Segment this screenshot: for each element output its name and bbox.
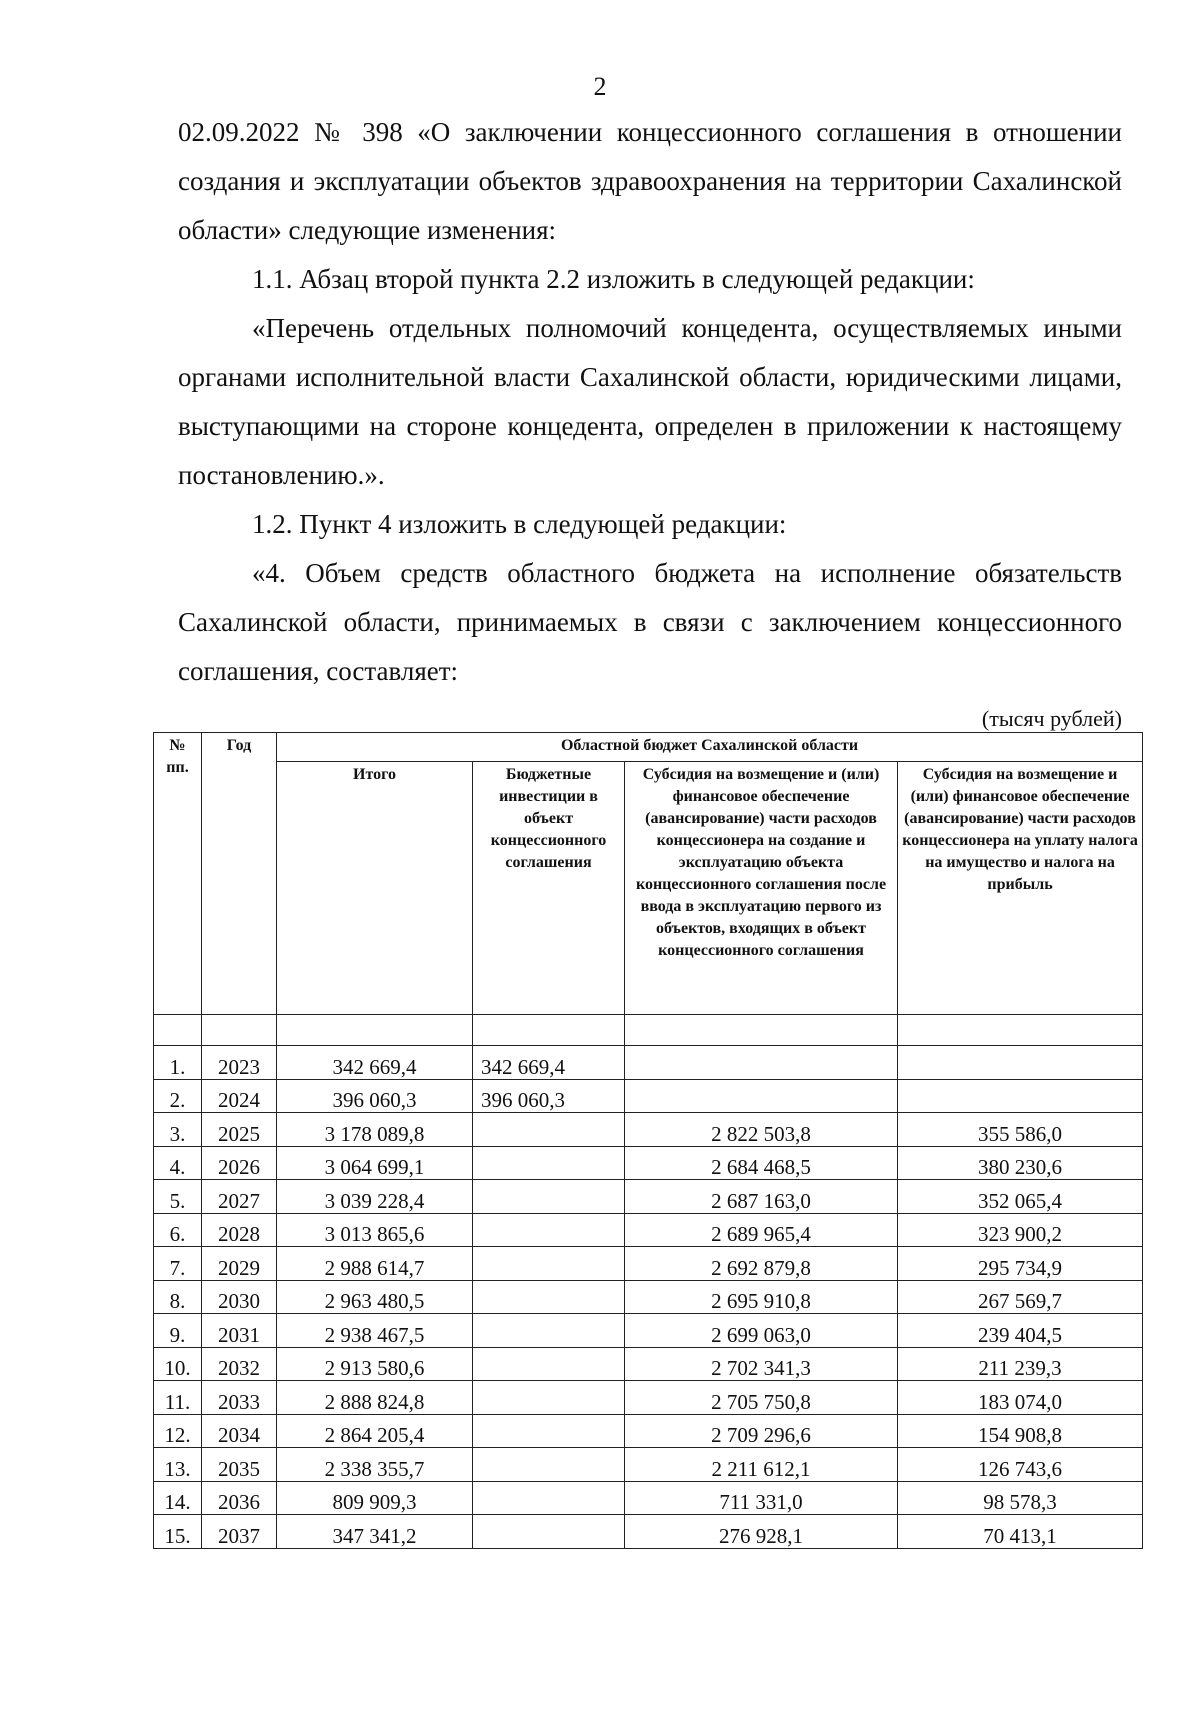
- cell-subsidy-operation: 2 705 750,8: [625, 1381, 898, 1415]
- cell-subsidy-operation: 2 684 468,5: [625, 1146, 898, 1180]
- cell-investments: [473, 1448, 625, 1482]
- cell-subsidy-operation: 276 928,1: [625, 1515, 898, 1549]
- table-units: (тысяч рублей): [981, 706, 1122, 731]
- paragraph-item-1-2: 1.2. Пункт 4 изложить в следующей редакции:: [252, 509, 787, 539]
- cell-num: 12.: [154, 1414, 202, 1448]
- cell-investments: [473, 1381, 625, 1415]
- cell-subsidy-tax: 355 586,0: [898, 1113, 1143, 1147]
- header-subsidy-operation: Субсидия на возмещение и (или) финансовое обеспечение (авансирование) части расходов концессионера на создание и эксплуатацию объекта концессионного соглашения после ввода в эксплуатацию первого из объектов, входящих в объект концессионного соглашения: [625, 762, 898, 1015]
- cell-investments: [473, 1515, 625, 1549]
- table-row: [154, 1046, 1143, 1080]
- cell-year: 2032: [202, 1347, 277, 1381]
- cell-subsidy-operation: 2 689 965,4: [625, 1213, 898, 1247]
- cell-total: 3 013 865,6: [277, 1213, 473, 1247]
- paragraph-item-1-1: 1.1. Абзац второй пункта 2.2 изложить в следующей редакции:: [252, 264, 975, 294]
- cell-num: 5.: [154, 1180, 202, 1214]
- table-row: [154, 1213, 1143, 1247]
- cell-investments: 342 669,4: [473, 1046, 625, 1080]
- header-group: Областной бюджет Сахалинской области: [277, 733, 1143, 762]
- cell-subsidy-tax: 380 230,6: [898, 1146, 1143, 1180]
- table-row: [154, 1515, 1143, 1549]
- spacer-cell: [154, 1015, 202, 1046]
- cell-investments: [473, 1113, 625, 1147]
- cell-subsidy-tax: 267 569,7: [898, 1280, 1143, 1314]
- cell-investments: [473, 1481, 625, 1515]
- cell-num: 6.: [154, 1213, 202, 1247]
- cell-year: 2033: [202, 1381, 277, 1415]
- cell-year: 2035: [202, 1448, 277, 1482]
- cell-subsidy-operation: 711 331,0: [625, 1481, 898, 1515]
- cell-subsidy-tax: 126 743,6: [898, 1448, 1143, 1482]
- cell-total: 396 060,3: [277, 1079, 473, 1113]
- cell-year: 2024: [202, 1079, 277, 1113]
- spacer-cell: [277, 1015, 473, 1046]
- cell-subsidy-tax: 70 413,1: [898, 1515, 1143, 1549]
- cell-year: 2028: [202, 1213, 277, 1247]
- cell-subsidy-tax: 98 578,3: [898, 1481, 1143, 1515]
- cell-year: 2023: [202, 1046, 277, 1080]
- table-row: [154, 1314, 1143, 1348]
- table-row: [154, 1448, 1143, 1482]
- cell-num: 10.: [154, 1347, 202, 1381]
- paragraph-intro: 02.09.2022 № 398 «О заключении концессионного соглашения в отношении создания и эксплуатации объектов здравоохранения на территории Сахалинской области» следующие изменения:: [178, 117, 1122, 245]
- cell-total: 2 864 205,4: [277, 1414, 473, 1448]
- cell-total: 2 338 355,7: [277, 1448, 473, 1482]
- table-row: [154, 1079, 1143, 1113]
- budget-table: [153, 732, 1143, 1549]
- cell-num: 9.: [154, 1314, 202, 1348]
- cell-num: 14.: [154, 1481, 202, 1515]
- table-row: [154, 1113, 1143, 1147]
- cell-subsidy-operation: 2 822 503,8: [625, 1113, 898, 1147]
- cell-year: 2037: [202, 1515, 277, 1549]
- cell-num: 8.: [154, 1280, 202, 1314]
- cell-subsidy-tax: 239 404,5: [898, 1314, 1143, 1348]
- cell-year: 2031: [202, 1314, 277, 1348]
- cell-subsidy-operation: 2 692 879,8: [625, 1247, 898, 1281]
- cell-total: 2 988 614,7: [277, 1247, 473, 1281]
- spacer-cell: [625, 1015, 898, 1046]
- table-row: [154, 1481, 1143, 1515]
- paragraph-item-4: «4. Объем средств областного бюджета на исполнение обязательств Сахалинской области, принимаемых в связи с заключением концессионного соглашения, составляет:: [178, 558, 1122, 686]
- cell-subsidy-tax: 211 239,3: [898, 1347, 1143, 1381]
- table-row: [154, 1280, 1143, 1314]
- cell-year: 2030: [202, 1280, 277, 1314]
- cell-num: 4.: [154, 1146, 202, 1180]
- table-spacer-row: [154, 1015, 1143, 1046]
- cell-subsidy-tax: [898, 1046, 1143, 1080]
- cell-subsidy-tax: 295 734,9: [898, 1247, 1143, 1281]
- cell-investments: [473, 1314, 625, 1348]
- cell-total: 347 341,2: [277, 1515, 473, 1549]
- table-row: [154, 1180, 1143, 1214]
- cell-num: 11.: [154, 1381, 202, 1415]
- cell-num: 13.: [154, 1448, 202, 1482]
- cell-investments: [473, 1247, 625, 1281]
- cell-total: 2 888 824,8: [277, 1381, 473, 1415]
- cell-investments: [473, 1414, 625, 1448]
- cell-subsidy-operation: 2 687 163,0: [625, 1180, 898, 1214]
- cell-total: 342 669,4: [277, 1046, 473, 1080]
- cell-year: 2026: [202, 1146, 277, 1180]
- cell-total: 2 913 580,6: [277, 1347, 473, 1381]
- cell-subsidy-tax: 154 908,8: [898, 1414, 1143, 1448]
- cell-subsidy-operation: [625, 1079, 898, 1113]
- cell-subsidy-operation: 2 702 341,3: [625, 1347, 898, 1381]
- cell-num: 7.: [154, 1247, 202, 1281]
- spacer-cell: [898, 1015, 1143, 1046]
- header-investments: Бюджетные инвестиции в объект концессионного соглашения: [473, 762, 625, 1015]
- spacer-cell: [202, 1015, 277, 1046]
- header-subsidy-tax: Субсидия на возмещение и (или) финансовое обеспечение (авансирование) части расходов концессионера на уплату налога на имущество и налога на прибыль: [898, 762, 1143, 1015]
- spacer-cell: [473, 1015, 625, 1046]
- cell-investments: [473, 1146, 625, 1180]
- cell-num: 3.: [154, 1113, 202, 1147]
- cell-total: 3 178 089,8: [277, 1113, 473, 1147]
- cell-total: 809 909,3: [277, 1481, 473, 1515]
- page-number: 2: [593, 72, 607, 101]
- cell-total: 2 963 480,5: [277, 1280, 473, 1314]
- document-body: [178, 108, 1122, 696]
- cell-year: 2036: [202, 1481, 277, 1515]
- cell-investments: 396 060,3: [473, 1079, 625, 1113]
- table-row: [154, 1381, 1143, 1415]
- table-row: [154, 1146, 1143, 1180]
- cell-subsidy-tax: 323 900,2: [898, 1213, 1143, 1247]
- table-row: [154, 1247, 1143, 1281]
- cell-subsidy-operation: 2 211 612,1: [625, 1448, 898, 1482]
- header-year: Год: [202, 733, 277, 1015]
- cell-total: 3 039 228,4: [277, 1180, 473, 1214]
- cell-investments: [473, 1347, 625, 1381]
- cell-subsidy-operation: 2 699 063,0: [625, 1314, 898, 1348]
- cell-num: 1.: [154, 1046, 202, 1080]
- cell-investments: [473, 1180, 625, 1214]
- cell-num: 2.: [154, 1079, 202, 1113]
- cell-num: 15.: [154, 1515, 202, 1549]
- cell-total: 2 938 467,5: [277, 1314, 473, 1348]
- cell-subsidy-tax: [898, 1079, 1143, 1113]
- cell-subsidy-tax: 183 074,0: [898, 1381, 1143, 1415]
- cell-total: 3 064 699,1: [277, 1146, 473, 1180]
- cell-subsidy-operation: 2 709 296,6: [625, 1414, 898, 1448]
- cell-subsidy-operation: [625, 1046, 898, 1080]
- cell-subsidy-operation: 2 695 910,8: [625, 1280, 898, 1314]
- cell-year: 2034: [202, 1414, 277, 1448]
- header-total: Итого: [277, 762, 473, 1015]
- table-row: [154, 1347, 1143, 1381]
- table-row: [154, 1414, 1143, 1448]
- cell-investments: [473, 1213, 625, 1247]
- cell-year: 2029: [202, 1247, 277, 1281]
- cell-subsidy-tax: 352 065,4: [898, 1180, 1143, 1214]
- cell-investments: [473, 1280, 625, 1314]
- paragraph-quoted-list: «Перечень отдельных полномочий концедента, осуществляемых иными органами исполнительной власти Сахалинской области, юридическими лицами, выступающими на стороне концедента, определен в приложении к настоящему постановлению.».: [178, 313, 1122, 490]
- header-num: № пп.: [154, 733, 202, 1015]
- cell-year: 2027: [202, 1180, 277, 1214]
- cell-year: 2025: [202, 1113, 277, 1147]
